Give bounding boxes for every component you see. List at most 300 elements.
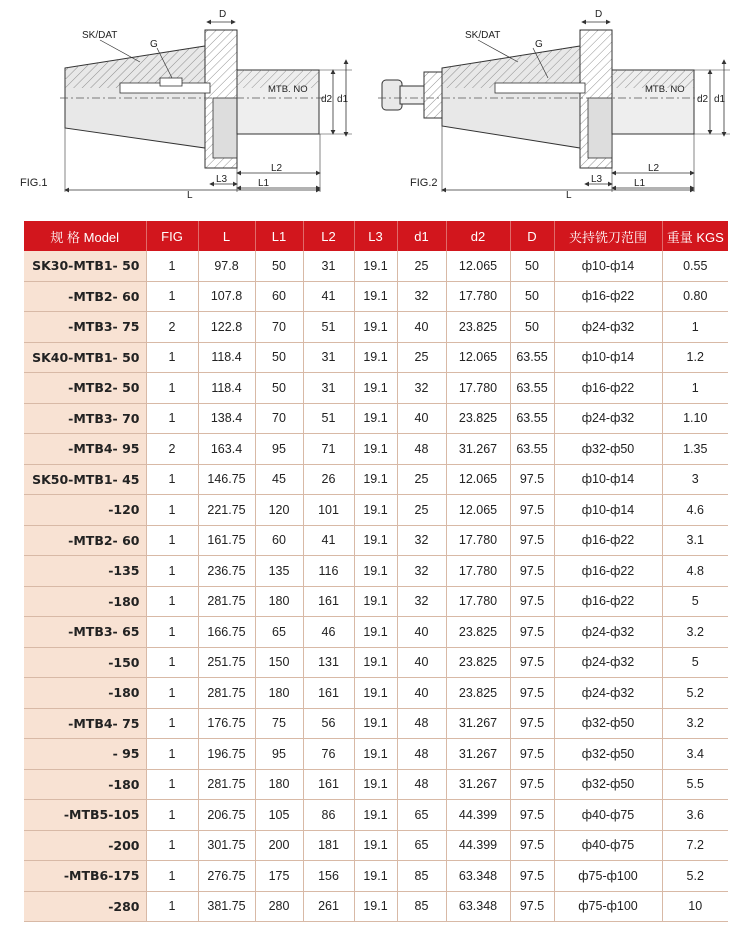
cell-d: 97.5 [510, 739, 554, 770]
cell-l: 196.75 [198, 739, 255, 770]
cell-d1: 48 [397, 739, 446, 770]
cell-weight: 1 [662, 373, 728, 404]
cell-weight: 5.5 [662, 769, 728, 800]
cell-l3: 19.1 [354, 525, 397, 556]
cell-d2: 23.825 [446, 312, 510, 343]
cell-clamping-range: ф40-ф75 [554, 800, 662, 831]
cell-l: 176.75 [198, 708, 255, 739]
cell-weight: 1.35 [662, 434, 728, 465]
cell-l1: 60 [255, 525, 303, 556]
cell-d1: 25 [397, 464, 446, 495]
cell-clamping-range: ф16-ф22 [554, 586, 662, 617]
cell-d2: 17.780 [446, 281, 510, 312]
cell-l1: 120 [255, 495, 303, 526]
cell-d2: 63.348 [446, 891, 510, 922]
cell-l1: 60 [255, 281, 303, 312]
cell-l3: 19.1 [354, 830, 397, 861]
cell-l: 161.75 [198, 525, 255, 556]
cell-l2: 161 [303, 586, 354, 617]
cell-d2: 63.348 [446, 861, 510, 892]
table-row [24, 800, 728, 831]
cell-clamping-range: ф16-ф22 [554, 281, 662, 312]
table-row [24, 708, 728, 739]
cell-clamping-range: ф10-ф14 [554, 342, 662, 373]
table-row [24, 861, 728, 892]
table-row [24, 647, 728, 678]
technical-drawings [0, 0, 750, 215]
cell-l1: 65 [255, 617, 303, 648]
cell-d: 50 [510, 281, 554, 312]
cell-d1: 85 [397, 891, 446, 922]
cell-l3: 19.1 [354, 373, 397, 404]
cell-model: -280 [24, 891, 146, 922]
fig1-label-d2: d2 [321, 94, 333, 105]
cell-clamping-range: ф40-ф75 [554, 830, 662, 861]
header-d2: d2 [446, 221, 510, 251]
fig2-caption: FIG.2 [410, 177, 438, 189]
cell-l2: 51 [303, 403, 354, 434]
header-l: L [198, 221, 255, 251]
cell-l2: 51 [303, 312, 354, 343]
cell-d1: 40 [397, 403, 446, 434]
cell-d: 97.5 [510, 495, 554, 526]
cell-l1: 50 [255, 251, 303, 281]
cell-weight: 4.6 [662, 495, 728, 526]
cell-fig: 1 [146, 769, 198, 800]
cell-l1: 50 [255, 373, 303, 404]
table-row [24, 769, 728, 800]
cell-d1: 32 [397, 586, 446, 617]
cell-l: 381.75 [198, 891, 255, 922]
cell-d: 50 [510, 251, 554, 281]
cell-model: -MTB2- 50 [24, 373, 146, 404]
cell-l2: 101 [303, 495, 354, 526]
cell-d1: 48 [397, 434, 446, 465]
cell-d1: 85 [397, 861, 446, 892]
cell-l2: 181 [303, 830, 354, 861]
cell-l2: 31 [303, 373, 354, 404]
cell-l2: 41 [303, 525, 354, 556]
header-d1: d1 [397, 221, 446, 251]
cell-clamping-range: ф32-ф50 [554, 769, 662, 800]
fig2-label-d1: d1 [714, 94, 726, 105]
fig2-label-l2: L2 [648, 163, 660, 174]
cell-l: 251.75 [198, 647, 255, 678]
cell-d1: 48 [397, 708, 446, 739]
cell-d2: 23.825 [446, 617, 510, 648]
header-model: 规 格 Model [24, 221, 146, 251]
fig1-label-l: L [187, 190, 193, 201]
fig2-label-skdat: SK/DAT [465, 30, 501, 41]
cell-model: -MTB4- 75 [24, 708, 146, 739]
cell-d: 97.5 [510, 464, 554, 495]
table-row [24, 678, 728, 709]
cell-d2: 44.399 [446, 800, 510, 831]
cell-d2: 31.267 [446, 739, 510, 770]
cell-d2: 31.267 [446, 769, 510, 800]
cell-clamping-range: ф16-ф22 [554, 556, 662, 587]
cell-l: 118.4 [198, 373, 255, 404]
table-header-row [24, 221, 728, 251]
cell-l1: 75 [255, 708, 303, 739]
cell-l2: 76 [303, 739, 354, 770]
cell-l1: 175 [255, 861, 303, 892]
cell-model: SK30-MTB1- 50 [24, 251, 146, 281]
spec-table [24, 221, 728, 922]
cell-weight: 3.6 [662, 800, 728, 831]
cell-d: 97.5 [510, 617, 554, 648]
cell-model: -150 [24, 647, 146, 678]
cell-d: 97.5 [510, 800, 554, 831]
fig1-label-d: D [219, 9, 227, 20]
cell-l: 107.8 [198, 281, 255, 312]
cell-d1: 40 [397, 678, 446, 709]
cell-l3: 19.1 [354, 586, 397, 617]
cell-l2: 56 [303, 708, 354, 739]
cell-l2: 41 [303, 281, 354, 312]
cell-l1: 45 [255, 464, 303, 495]
cell-l2: 261 [303, 891, 354, 922]
cell-l3: 19.1 [354, 800, 397, 831]
cell-model: -180 [24, 586, 146, 617]
table-row [24, 312, 728, 343]
fig1-caption: FIG.1 [20, 177, 48, 189]
cell-model: -MTB6-175 [24, 861, 146, 892]
cell-l3: 19.1 [354, 281, 397, 312]
cell-l3: 19.1 [354, 495, 397, 526]
table-row [24, 891, 728, 922]
cell-l3: 19.1 [354, 769, 397, 800]
cell-l: 206.75 [198, 800, 255, 831]
cell-fig: 1 [146, 830, 198, 861]
cell-l3: 19.1 [354, 739, 397, 770]
cell-weight: 1 [662, 312, 728, 343]
cell-d1: 65 [397, 800, 446, 831]
header-l3: L3 [354, 221, 397, 251]
table-row [24, 617, 728, 648]
cell-weight: 5.2 [662, 861, 728, 892]
cell-model: -MTB3- 70 [24, 403, 146, 434]
cell-weight: 1.10 [662, 403, 728, 434]
fig1-label-l2: L2 [271, 163, 283, 174]
cell-fig: 2 [146, 434, 198, 465]
cell-weight: 10 [662, 891, 728, 922]
cell-fig: 1 [146, 556, 198, 587]
cell-clamping-range: ф16-ф22 [554, 525, 662, 556]
cell-fig: 1 [146, 342, 198, 373]
cell-l: 122.8 [198, 312, 255, 343]
cell-fig: 1 [146, 708, 198, 739]
cell-fig: 1 [146, 891, 198, 922]
cell-fig: 1 [146, 678, 198, 709]
cell-d: 63.55 [510, 373, 554, 404]
cell-d1: 32 [397, 525, 446, 556]
cell-l3: 19.1 [354, 556, 397, 587]
cell-fig: 1 [146, 617, 198, 648]
cell-l2: 46 [303, 617, 354, 648]
cell-weight: 7.2 [662, 830, 728, 861]
cell-model: -MTB2- 60 [24, 281, 146, 312]
table-row [24, 342, 728, 373]
cell-fig: 2 [146, 312, 198, 343]
cell-l: 281.75 [198, 769, 255, 800]
cell-l1: 50 [255, 342, 303, 373]
cell-weight: 5 [662, 586, 728, 617]
table-row [24, 525, 728, 556]
cell-l1: 280 [255, 891, 303, 922]
cell-fig: 1 [146, 495, 198, 526]
fig1-label-l3: L3 [216, 174, 228, 185]
cell-fig: 1 [146, 403, 198, 434]
cell-l1: 200 [255, 830, 303, 861]
fig1-label-mtb: MTB. NO [268, 84, 308, 95]
cell-model: -MTB3- 65 [24, 617, 146, 648]
cell-l: 163.4 [198, 434, 255, 465]
cell-clamping-range: ф75-ф100 [554, 861, 662, 892]
header-l1: L1 [255, 221, 303, 251]
cell-d1: 25 [397, 251, 446, 281]
cell-model: -MTB4- 95 [24, 434, 146, 465]
cell-l2: 161 [303, 678, 354, 709]
cell-d1: 40 [397, 312, 446, 343]
cell-fig: 1 [146, 647, 198, 678]
cell-l2: 156 [303, 861, 354, 892]
cell-l: 166.75 [198, 617, 255, 648]
table-row [24, 464, 728, 495]
cell-l: 281.75 [198, 586, 255, 617]
cell-l2: 31 [303, 251, 354, 281]
cell-weight: 5 [662, 647, 728, 678]
cell-clamping-range: ф24-ф32 [554, 312, 662, 343]
header-clamping-range: 夹持铣刀范围 [554, 221, 662, 251]
cell-clamping-range: ф32-ф50 [554, 434, 662, 465]
cell-d2: 31.267 [446, 434, 510, 465]
cell-fig: 1 [146, 739, 198, 770]
cell-d2: 12.065 [446, 251, 510, 281]
table-row [24, 251, 728, 281]
cell-l: 138.4 [198, 403, 255, 434]
cell-d2: 31.267 [446, 708, 510, 739]
cell-l2: 26 [303, 464, 354, 495]
cell-weight: 3.2 [662, 617, 728, 648]
cell-model: -180 [24, 678, 146, 709]
cell-d1: 40 [397, 647, 446, 678]
cell-l1: 135 [255, 556, 303, 587]
cell-l1: 95 [255, 739, 303, 770]
cell-d2: 23.825 [446, 678, 510, 709]
fig1-label-d1: d1 [337, 94, 349, 105]
cell-l1: 105 [255, 800, 303, 831]
cell-d: 97.5 [510, 586, 554, 617]
cell-fig: 1 [146, 373, 198, 404]
fig1-drawing [20, 9, 352, 201]
cell-d: 97.5 [510, 647, 554, 678]
cell-model: -180 [24, 769, 146, 800]
cell-d1: 32 [397, 281, 446, 312]
cell-d2: 12.065 [446, 495, 510, 526]
table-row [24, 373, 728, 404]
cell-d: 97.5 [510, 556, 554, 587]
cell-clamping-range: ф24-ф32 [554, 617, 662, 648]
header-d: D [510, 221, 554, 251]
cell-model: -MTB3- 75 [24, 312, 146, 343]
cell-l: 97.8 [198, 251, 255, 281]
cell-l3: 19.1 [354, 342, 397, 373]
cell-l3: 19.1 [354, 403, 397, 434]
cell-d1: 32 [397, 556, 446, 587]
cell-d1: 25 [397, 342, 446, 373]
cell-weight: 3.1 [662, 525, 728, 556]
cell-d2: 17.780 [446, 373, 510, 404]
cell-l: 276.75 [198, 861, 255, 892]
cell-l1: 180 [255, 586, 303, 617]
cell-weight: 1.2 [662, 342, 728, 373]
cell-d1: 48 [397, 769, 446, 800]
fig1-label-g: G [150, 39, 158, 50]
cell-d1: 40 [397, 617, 446, 648]
cell-clamping-range: ф10-ф14 [554, 251, 662, 281]
cell-weight: 0.80 [662, 281, 728, 312]
cell-fig: 1 [146, 281, 198, 312]
cell-d2: 12.065 [446, 342, 510, 373]
cell-model: -135 [24, 556, 146, 587]
cell-l: 221.75 [198, 495, 255, 526]
cell-model: -120 [24, 495, 146, 526]
cell-l1: 70 [255, 403, 303, 434]
cell-d: 97.5 [510, 525, 554, 556]
cell-l3: 19.1 [354, 678, 397, 709]
cell-d1: 65 [397, 830, 446, 861]
table-row [24, 403, 728, 434]
cell-d2: 12.065 [446, 464, 510, 495]
cell-fig: 1 [146, 525, 198, 556]
cell-l3: 19.1 [354, 891, 397, 922]
cell-l2: 86 [303, 800, 354, 831]
cell-d2: 23.825 [446, 403, 510, 434]
header-weight: 重量 KGS [662, 221, 728, 251]
cell-fig: 1 [146, 464, 198, 495]
cell-d2: 17.780 [446, 525, 510, 556]
cell-l: 236.75 [198, 556, 255, 587]
cell-clamping-range: ф10-ф14 [554, 464, 662, 495]
cell-clamping-range: ф10-ф14 [554, 495, 662, 526]
cell-weight: 3.4 [662, 739, 728, 770]
cell-d: 97.5 [510, 708, 554, 739]
cell-d: 97.5 [510, 891, 554, 922]
cell-l3: 19.1 [354, 861, 397, 892]
table-row [24, 281, 728, 312]
cell-d: 50 [510, 312, 554, 343]
cell-d2: 17.780 [446, 556, 510, 587]
cell-d: 63.55 [510, 342, 554, 373]
cell-l2: 31 [303, 342, 354, 373]
table-row [24, 586, 728, 617]
cell-model: -200 [24, 830, 146, 861]
cell-d1: 25 [397, 495, 446, 526]
cell-clamping-range: ф24-ф32 [554, 647, 662, 678]
cell-l3: 19.1 [354, 312, 397, 343]
cell-fig: 1 [146, 861, 198, 892]
cell-fig: 1 [146, 251, 198, 281]
fig2-label-d: D [595, 9, 603, 20]
cell-model: -MTB2- 60 [24, 525, 146, 556]
table-row [24, 556, 728, 587]
cell-weight: 5.2 [662, 678, 728, 709]
cell-l1: 180 [255, 678, 303, 709]
cell-d: 63.55 [510, 434, 554, 465]
cell-l3: 19.1 [354, 434, 397, 465]
cell-d2: 17.780 [446, 586, 510, 617]
fig2-label-d2: d2 [697, 94, 709, 105]
cell-d: 97.5 [510, 678, 554, 709]
figures-area [0, 0, 750, 215]
cell-l: 118.4 [198, 342, 255, 373]
cell-d1: 32 [397, 373, 446, 404]
cell-l1: 95 [255, 434, 303, 465]
cell-l: 281.75 [198, 678, 255, 709]
fig1-label-l1: L1 [258, 178, 270, 189]
fig2-drawing [378, 9, 730, 201]
cell-clamping-range: ф16-ф22 [554, 373, 662, 404]
cell-l2: 131 [303, 647, 354, 678]
cell-d2: 23.825 [446, 647, 510, 678]
cell-l: 301.75 [198, 830, 255, 861]
table-row [24, 830, 728, 861]
cell-fig: 1 [146, 800, 198, 831]
cell-l: 146.75 [198, 464, 255, 495]
header-fig: FIG [146, 221, 198, 251]
cell-l1: 180 [255, 769, 303, 800]
fig2-label-l1: L1 [634, 178, 646, 189]
cell-fig: 1 [146, 586, 198, 617]
cell-clamping-range: ф24-ф32 [554, 403, 662, 434]
cell-l2: 71 [303, 434, 354, 465]
cell-model: - 95 [24, 739, 146, 770]
cell-l3: 19.1 [354, 464, 397, 495]
table-row [24, 434, 728, 465]
cell-l1: 70 [255, 312, 303, 343]
cell-weight: 0.55 [662, 251, 728, 281]
cell-l2: 161 [303, 769, 354, 800]
cell-l1: 150 [255, 647, 303, 678]
cell-l3: 19.1 [354, 617, 397, 648]
cell-clamping-range: ф32-ф50 [554, 708, 662, 739]
cell-clamping-range: ф75-ф100 [554, 891, 662, 922]
cell-weight: 4.8 [662, 556, 728, 587]
cell-l3: 19.1 [354, 647, 397, 678]
cell-model: SK50-MTB1- 45 [24, 464, 146, 495]
spec-table-container [24, 221, 728, 922]
cell-weight: 3.2 [662, 708, 728, 739]
fig2-label-l3: L3 [591, 174, 603, 185]
cell-l3: 19.1 [354, 708, 397, 739]
cell-clamping-range: ф32-ф50 [554, 739, 662, 770]
cell-l2: 116 [303, 556, 354, 587]
cell-d: 97.5 [510, 861, 554, 892]
fig2-label-g: G [535, 39, 543, 50]
cell-weight: 3 [662, 464, 728, 495]
cell-d2: 44.399 [446, 830, 510, 861]
cell-l3: 19.1 [354, 251, 397, 281]
cell-model: SK40-MTB1- 50 [24, 342, 146, 373]
header-l2: L2 [303, 221, 354, 251]
cell-d: 97.5 [510, 769, 554, 800]
fig2-label-l: L [566, 190, 572, 201]
table-body [24, 251, 728, 922]
cell-d: 63.55 [510, 403, 554, 434]
cell-model: -MTB5-105 [24, 800, 146, 831]
table-row [24, 739, 728, 770]
